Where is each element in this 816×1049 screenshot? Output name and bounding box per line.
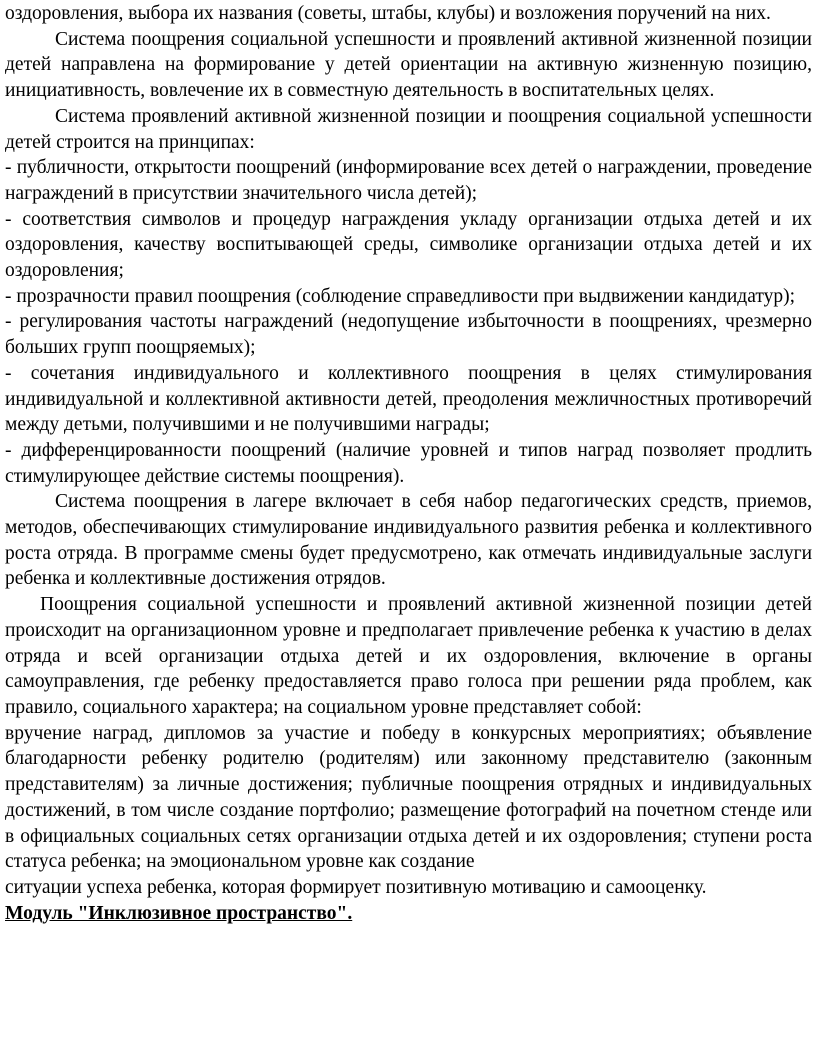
paragraph-camp-system: Система поощрения в лагере включает в себя набор педагогических средств, приемов, методов, обеспечивающих стимулирование индивидуального развития ребенка и коллективного роста отряда. В программе смены будет предусмотрено, как отмечать индивидуальные заслуги ребенка и коллективные достижения отрядов. — [5, 491, 812, 590]
paragraph-continuation: оздоровления, выбора их названия (советы, штабы, клубы) и возложения поручений на них. — [5, 3, 771, 24]
document-page — [0, 1, 816, 1049]
paragraph-social-success: Поощрения социальной успешности и проявлений активной жизненной позиции детей происходит на организационном уровне и предполагает привлечение ребенка к участию в делах отряда и всей организации отдыха детей и их оздоровления, включение в органы самоуправления, где ребенку предоставляется право голоса при решении ряда проблем, как правило, социального характера; на социальном уровне представляет собой: — [5, 594, 812, 718]
principle-symbol-correspondence: - соответствия символов и процедур награждения укладу организации отдыха детей и их оздоровления, качеству воспитывающей среды, символике организации отдыха детей и их оздоровления; — [5, 208, 812, 282]
principle-differentiation: - дифференцированности поощрений (наличие уровней и типов наград позволяет продлить стимулирующее действие системы поощрения). — [5, 439, 812, 487]
module-heading: Модуль "Инклюзивное пространство". — [5, 902, 353, 924]
paragraph-principles-intro: Система проявлений активной жизненной позиции и поощрения социальной успешности детей строится на принципах: — [5, 105, 812, 153]
paragraph-awards-list: вручение наград, дипломов за участие и победу в конкурсных мероприятиях; объявление благодарности ребенку родителю (родителям) или законному представителю (законным представителям) за личные достижения; публичные поощрения отрядных и индивидуальных достижений, в том числе создание портфолио; размещение фотографий на почетном стенде или в официальных социальных сетях организации отдыха детей и их оздоровления; ступени роста статуса ребенка; на эмоциональном уровне как создание — [5, 722, 812, 873]
principle-publicity: - публичности, открытости поощрений (информирование всех детей о награждении, проведение награждений в присутствии значительного числа детей); — [5, 157, 812, 204]
principle-combination: - сочетания индивидуального и коллективного поощрения в целях стимулирования индивидуальной и коллективной активности детей, преодоления межличностных противоречий между детьми, получившими и не получившими награды; — [5, 362, 812, 436]
paragraph-encouragement-system: Система поощрения социальной успешности и проявлений активной жизненной позиции детей направлена на формирование у детей ориентации на активную жизненную позицию, инициативность, вовлечение их в совместную деятельность в воспитательных целях. — [5, 28, 812, 102]
principle-frequency-regulation: - регулирования частоты награждений (недопущение избыточности в поощрениях, чрезмерно больших групп поощряемых); — [5, 311, 812, 359]
paragraph-success-situation: ситуации успеха ребенка, которая формирует позитивную мотивацию и самооценку. — [5, 876, 707, 898]
principle-transparency: - прозрачности правил поощрения (соблюдение справедливости при выдвижении кандидатур); — [5, 285, 796, 307]
